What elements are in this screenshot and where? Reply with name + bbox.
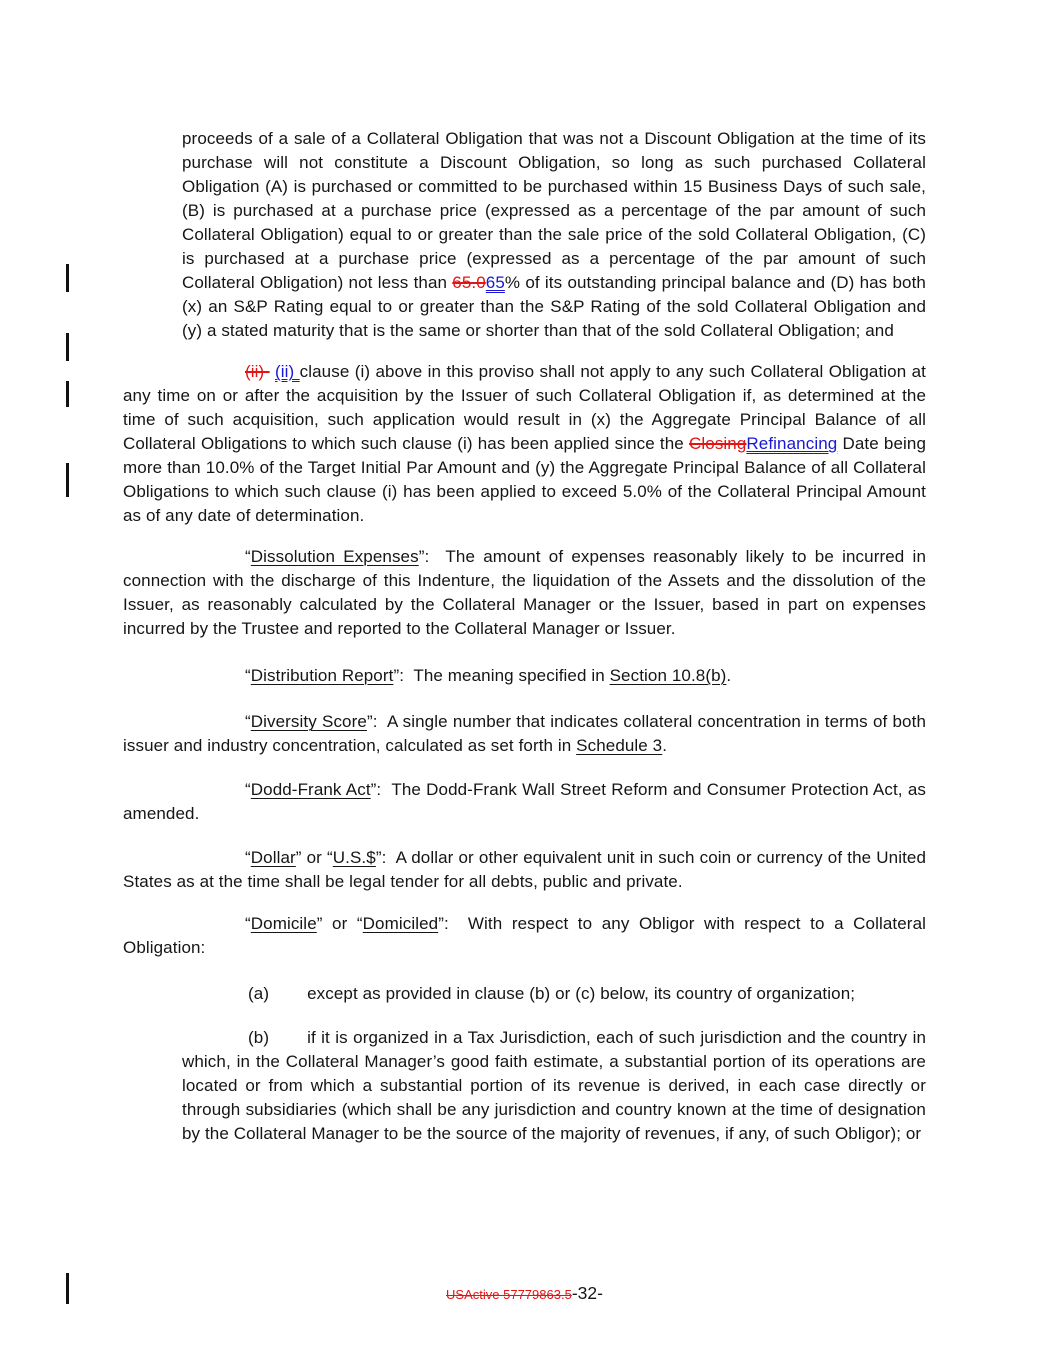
deleted-text: (ii): [245, 362, 270, 381]
text-run: ”: A single number that indicates collateral concentration in terms of both issuer and industry concentration, calculated as set forth in: [123, 712, 926, 755]
paragraph-definition-distribution-report: [123, 664, 926, 688]
text-run: ”: With respect to any Obligor with respect to a Collateral Obligation:: [123, 914, 926, 957]
defined-term: Dodd-Frank Act: [250, 780, 371, 799]
text-run: if it is organized in a Tax Jurisdiction, each of such jurisdiction and the country in which, in the Collateral Manager’s good faith estimate, a substantial portion of its operations are located or from which a substantial portion of its revenue is derived, in each case directly or through subsidiaries (which shall be any jurisdiction and country known at the time of designation by the Collateral Manager to be the source of the majority of revenues, if any, of such Obligor); or: [182, 1028, 926, 1143]
page-footer: [123, 1281, 926, 1307]
text-run: ”: The Dodd-Frank Wall Street Reform and Consumer Protection Act, as amended.: [123, 780, 926, 823]
change-bar: [66, 264, 69, 292]
inserted-text: 65: [485, 273, 505, 292]
defined-term: Dollar: [250, 848, 296, 867]
change-bar: [66, 381, 69, 407]
text-run: % of its outstanding principal balance and (D) has both (x) an S&P Rating equal to or greater than the S&P Rating of the sold Collateral Obligation and (y) a stated maturity that is the same or shorter than that of the sold Collateral Obligation; and: [182, 273, 926, 340]
list-item-a: [182, 982, 926, 1006]
change-bar: [66, 463, 69, 497]
paragraph-definition-diversity-score: [123, 710, 926, 758]
paragraph-definition-dodd-frank-act: [123, 778, 926, 826]
document-body: [123, 127, 926, 1166]
text-run: “: [245, 848, 251, 867]
defined-term: Dissolution Expenses: [250, 547, 419, 566]
defined-term: Domiciled: [362, 914, 439, 933]
text-run: proceeds of a sale of a Collateral Obligation that was not a Discount Obligation at the time of its purchase will not constitute a Discount Obligation, so long as such purchased Collateral Obligation (A) is purchased or committed to be purchased within 15 Business Days of such sale, (B) is purchased at a purchase price (expressed as a percentage of the par amount of such Collateral Obligation) equal to or greater than the sale price of the sold Collateral Obligation, (C) is purchased at a purchase price (expressed as a percentage of the par amount of such Collateral Obligation) not less than: [182, 129, 926, 292]
paragraph-definition-domicile: [123, 912, 926, 960]
defined-term: Distribution Report: [250, 666, 394, 685]
text-run: ” or “: [316, 914, 363, 933]
deleted-text: Closing: [689, 434, 747, 453]
defined-term: Domicile: [250, 914, 317, 933]
list-item-label: (b): [248, 1028, 270, 1047]
page-number: -32-: [571, 1283, 603, 1303]
text-run: ”: The amount of expenses reasonably likely to be incurred in connection with the discharge of this Indenture, the liquidation of the Assets and the dissolution of the Issuer, as reasonably calculated by the Collateral Manager or the Issuer, based in part on expenses incurred by the Trustee and reported to the Collateral Manager or Issuer.: [123, 547, 926, 638]
deleted-text: 65.0: [452, 273, 486, 292]
text-run: except as provided in clause (b) or (c) below, its country of organization;: [307, 984, 856, 1003]
text-run: ”: A dollar or other equivalent unit in such coin or currency of the United States as at the time shall be legal tender for all debts, public and private.: [123, 848, 926, 891]
list-item-b: [182, 1026, 926, 1146]
inserted-text: (ii): [275, 362, 300, 381]
change-bar: [66, 333, 69, 361]
defined-term: U.S.$: [332, 848, 376, 867]
text-run: “: [245, 547, 251, 566]
change-bar: [66, 1273, 69, 1304]
text-run: “: [245, 666, 251, 685]
paragraph-discount-obligation-proviso: [182, 127, 926, 343]
text-run: “: [245, 712, 251, 731]
text-run: Date being more than 10.0% of the Target Initial Par Amount and (y) the Aggregate Principal Balance of all Collateral Obligations to which such clause (i) has been applied to exceed 5.0% of the Collateral Principal Amount as of any date of determination.: [123, 434, 926, 525]
cross-reference: Schedule 3: [576, 736, 663, 755]
list-item-label: (a): [248, 984, 270, 1003]
cross-reference: Section 10.8(b): [609, 666, 727, 685]
text-run: “: [245, 914, 251, 933]
text-run: .: [726, 666, 732, 685]
text-run: ”: The meaning specified in: [393, 666, 610, 685]
text-run: “: [245, 780, 251, 799]
inserted-text: Refinancing: [746, 434, 838, 453]
text-run: .: [662, 736, 668, 755]
defined-term: Diversity Score: [250, 712, 367, 731]
paragraph-clause-ii-proviso: [123, 360, 926, 528]
paragraph-definition-dissolution-expenses: [123, 545, 926, 641]
paragraph-definition-dollar: [123, 846, 926, 894]
text-run: ” or “: [295, 848, 333, 867]
document-id-stamp: USActive 57779863.5: [446, 1287, 572, 1302]
text-run: clause (i) above in this proviso shall not apply to any such Collateral Obligation at any time on or after the acquisition by the Issuer of such Collateral Obligation if, as determined at the time of such acquisition, such application would result in (x) the Aggregate Principal Balance of all Collateral Obligations to which such clause (i) has been applied since the: [123, 362, 926, 453]
